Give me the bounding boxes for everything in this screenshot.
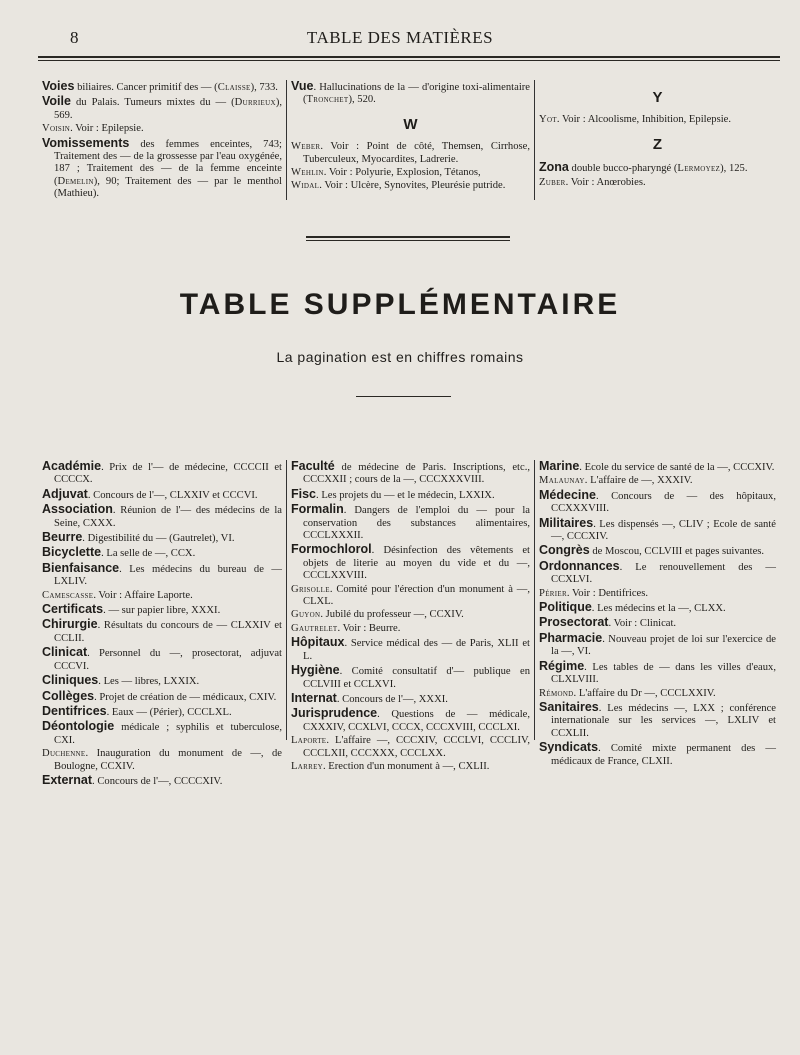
entry-keyword: Ordonnances — [539, 558, 620, 573]
entry-keyword: Formochlorol — [291, 542, 372, 557]
entry-text: de Moscou, CCLVIII et pages suivantes. — [589, 546, 765, 558]
index-entry — [539, 114, 776, 126]
index-entry — [539, 741, 776, 768]
entry-text: . Jubilé du professeur —, CCXIV. — [320, 609, 464, 621]
index-entry — [291, 180, 530, 192]
entry-text: . Comité pour l'érection d'un monument à —, CLXL. — [303, 583, 530, 608]
entry-text: . Voir : Beurre. — [337, 622, 401, 634]
index-entry — [291, 707, 530, 734]
index-entry — [42, 720, 282, 747]
entry-name: Malaunay — [539, 475, 585, 487]
index-entry — [42, 590, 282, 602]
entry-name: Wehlin — [291, 167, 324, 179]
index-entry — [291, 503, 530, 542]
entry-text: . Désinfection des vêtements et objets de literie au moyen du vide et du —, CCCLXXVIII. — [303, 545, 530, 582]
entry-text: . Prix de l'— de médecine, CCCCII et CCCCX. — [54, 462, 282, 486]
index-entry — [291, 488, 530, 502]
index-entry — [291, 609, 530, 621]
entry-keyword: Jurisprudence — [291, 706, 378, 721]
index-entry — [539, 616, 776, 630]
entry-text: . Personnel du —, prosectorat, adjuvat CCCVI. — [54, 648, 282, 672]
entry-text: biliaires. Cancer primitif des — ( — [77, 82, 218, 93]
entry-text: . Concours de l'—, CCCCXIV. — [92, 775, 223, 787]
entry-name: Laporte — [291, 735, 327, 747]
entry-name: Weber — [291, 141, 321, 153]
letter-heading: Z — [652, 135, 663, 153]
supplement-title: TABLE SUPPLÉMENTAIRE — [179, 288, 621, 321]
entry-text: . Eaux — (Périer), CCCLXL. — [106, 706, 232, 718]
top-column-2 — [286, 80, 534, 200]
entry-tail: ), 90; Traitement des — par le menthol (Mathieu). — [54, 175, 282, 200]
entry-tail: ), 125. — [720, 163, 748, 175]
entry-keyword: Vue — [291, 79, 314, 93]
index-entry — [291, 623, 530, 635]
entry-text: . L'affaire du Dr —, CCCLXXIV. — [573, 687, 716, 699]
entry-keyword: Militaires — [539, 515, 594, 530]
index-entry — [42, 137, 282, 201]
supplement-column-1 — [38, 459, 286, 787]
entry-keyword: Médecine — [539, 487, 596, 502]
entry-keyword: Hôpitaux — [291, 635, 345, 650]
entry-text: . Hallucinations de la — d'origine toxi-alimentaire ( — [303, 82, 530, 106]
entry-tail: . Voir : Alcoolisme, Inhibition, Epilepsie. — [556, 114, 731, 126]
entry-tail: . Voir : Polyurie, Explosion, Tétanos, — [323, 167, 481, 179]
entry-keyword: Clinicat — [42, 645, 88, 660]
index-entry — [539, 588, 776, 600]
letter-heading: W — [403, 115, 418, 133]
entry-keyword: Régime — [539, 658, 585, 673]
entry-author: Tronchet — [306, 94, 349, 106]
entry-text: . Nouveau projet de loi sur l'exercice de la —, VI. — [551, 633, 776, 658]
entry-keyword: Fisc — [291, 486, 317, 501]
index-entry — [539, 701, 776, 740]
entry-keyword: Vomissements — [42, 135, 130, 150]
entry-keyword: Académie — [42, 459, 102, 473]
entry-keyword: Collèges — [42, 688, 95, 703]
index-entry — [291, 692, 530, 706]
index-entry — [42, 674, 282, 688]
index-entry — [42, 603, 282, 617]
entry-keyword: Syndicats — [539, 740, 599, 755]
entry-keyword: Internat — [291, 690, 337, 705]
entry-name: Larrey — [291, 760, 323, 772]
entry-text: . Erection d'un monument à —, CXLII. — [323, 760, 490, 772]
supplement-column-2 — [286, 459, 534, 772]
entry-keyword: Bicyclette — [42, 545, 102, 560]
entry-name: Périer — [539, 587, 567, 599]
index-entry — [42, 690, 282, 704]
entry-name: Duchenne — [42, 748, 86, 760]
entry-text: . Les tables de — dans les villes d'eaux, CLXLVIII. — [551, 661, 776, 686]
entry-keyword: Cliniques — [42, 673, 99, 688]
section-divider-thin — [306, 240, 510, 241]
index-entry — [42, 488, 282, 502]
entry-keyword: Sanitaires — [539, 699, 599, 714]
entry-text: . Voir : Dentifrices. — [566, 587, 649, 599]
index-entry — [539, 517, 776, 544]
entry-tail: . Voir : Ulcère, Synovites, Pleurésie putride. — [319, 180, 506, 192]
entry-name: Rémond — [539, 687, 574, 699]
index-entry — [539, 460, 776, 474]
entry-keyword: Externat — [42, 772, 93, 787]
index-entry — [42, 748, 282, 773]
index-entry — [539, 544, 776, 558]
index-entry — [291, 584, 530, 609]
entry-keyword: Prosectorat — [539, 615, 609, 630]
entry-keyword: Chirurgie — [42, 617, 98, 632]
entry-keyword: Voile — [42, 94, 71, 109]
index-entry — [291, 761, 530, 773]
index-entry — [291, 735, 530, 760]
entry-text: . Concours de l'—, CLXXIV et CCCVI. — [87, 489, 258, 501]
entry-text: . Concours de — des hôpitaux, CCXXXVIII. — [551, 490, 776, 515]
index-entry — [291, 664, 530, 691]
entry-text: . Réunion de l'— des médecins de la Seine, CXXX. — [54, 505, 282, 529]
index-entry — [42, 705, 282, 719]
entry-text: . Comité mixte permanent des — médicaux de France, CLXII. — [551, 743, 776, 767]
entry-text: . Les dispensés —, CLIV ; Ecole de santé —, CCCXIV. — [551, 518, 776, 543]
entry-keyword: Congrès — [539, 543, 590, 558]
index-entry — [42, 95, 282, 122]
entry-text: . L'affaire de —, XXXIV. — [584, 475, 693, 487]
entry-text: . Inauguration du monument de —, de Boulogne, CCXIV. — [54, 748, 282, 772]
index-entry — [42, 646, 282, 673]
entry-name: Yot — [539, 114, 557, 126]
index-entry — [291, 636, 530, 663]
index-entry — [539, 601, 776, 615]
subtitle-rule — [356, 396, 451, 397]
index-entry — [42, 460, 282, 487]
entry-keyword: Hygiène — [291, 663, 340, 678]
header-rule — [38, 56, 780, 58]
entry-keyword: Faculté — [291, 459, 335, 473]
entry-author: Durrieux — [234, 97, 276, 109]
entry-name: Gautrelet — [291, 622, 338, 634]
entry-tail: ), 520. — [348, 94, 376, 106]
entry-text: . Concours de l'—, XXXI. — [336, 693, 448, 705]
entry-text: . Les médecins du bureau de — LXLIV. — [54, 563, 282, 588]
index-entry — [539, 688, 776, 700]
entry-name: Camescasse — [42, 589, 94, 601]
entry-keyword: Beurre — [42, 530, 83, 545]
entry-tail: . Voir : Point de côté, Themsen, Cirrhose, Tuberculeux, Myocardites, Ladrerie. — [303, 141, 530, 165]
entry-text: . Questions de — médicale, CXXXIV, CCXLVI, CCCX, CCCXVIII, CCCLXI. — [303, 709, 530, 733]
entry-keyword: Certificats — [42, 602, 104, 617]
entry-keyword: Marine — [539, 459, 580, 473]
entry-keyword: Bienfaisance — [42, 560, 120, 575]
entry-name: Voisin — [42, 123, 71, 135]
index-entry — [42, 80, 282, 94]
entry-text: . Digestibilité du — (Gautrelet), VI. — [82, 533, 235, 545]
index-entry — [42, 503, 282, 530]
entry-text: des femmes enceintes, 743; Traitement des — de la grossesse par l'eau oxygénée, 187 ; Traitement des — de la femme enceinte ( — [54, 138, 282, 187]
entry-name: Zuber — [539, 176, 566, 188]
index-entry — [42, 546, 282, 560]
index-entry — [42, 562, 282, 589]
index-entry — [291, 460, 530, 487]
entry-keyword: Déontologie — [42, 719, 115, 734]
top-column-3 — [534, 80, 780, 200]
index-entry — [291, 141, 530, 166]
supplement-column-3 — [534, 459, 780, 767]
page-number: 8 — [70, 28, 79, 47]
top-index-columns — [38, 80, 780, 200]
supplement-index-columns — [38, 459, 780, 787]
entry-text: . Les médecins —, LXX ; conférence internationale sur les services —, LXLIV et CCXLII. — [551, 702, 776, 739]
entry-text: . Voir : Affaire Laporte. — [93, 589, 193, 601]
entry-keyword: Pharmacie — [539, 630, 603, 645]
entry-text: . Les médecins et la —, CLXX. — [591, 603, 726, 615]
entry-text: . Les projets du — et le médecin, LXXIX. — [316, 489, 495, 501]
entry-text: double bucco-pharyngé ( — [571, 163, 678, 175]
entry-name: Grisolle — [291, 583, 330, 595]
index-entry — [539, 660, 776, 687]
index-entry — [539, 560, 776, 587]
supplement-subtitle: La pagination est en chiffres romains — [276, 349, 524, 365]
entry-keyword: Adjuvat — [42, 486, 88, 501]
entry-author: Demelin — [57, 175, 94, 187]
entry-text: de médecine de Paris. Inscriptions, etc., CCCXXII ; cours de la —, CCCXXXVIII. — [303, 462, 530, 486]
entry-keyword: Zona — [539, 160, 569, 175]
page-header — [0, 28, 800, 58]
entry-tail: ), 733. — [250, 82, 278, 93]
header-rule-thin — [38, 60, 780, 61]
entry-name: Widal — [291, 180, 320, 192]
entry-text: . Résultats du concours de — CLXXIV et CCLII. — [54, 620, 282, 644]
index-entry — [539, 177, 776, 189]
index-entry — [539, 632, 776, 659]
index-entry — [539, 161, 776, 175]
entry-keyword: Association — [42, 502, 113, 517]
entry-text: . L'affaire —, CCCXIV, CCCLVI, CCCLIV, CCCLXII, CCCXXX, CCCLXX. — [303, 735, 530, 759]
entry-text: . — sur papier libre, XXXI. — [103, 605, 221, 617]
entry-text: . Les — libres, LXXIX. — [98, 676, 200, 688]
entry-text: . Projet de création de — médicaux, CXIV. — [94, 691, 277, 703]
entry-text: . Dangers de l'emploi du — pour la conservation des substances alimentaires, CCCLXXXII. — [303, 505, 530, 542]
section-divider — [306, 236, 510, 238]
index-entry — [539, 489, 776, 516]
index-entry — [291, 167, 530, 179]
index-entry — [539, 475, 776, 487]
entry-text: . La selle de —, CCX. — [101, 548, 196, 560]
entry-text: du Palais. Tumeurs mixtes du — ( — [75, 97, 235, 109]
entry-author: Lermoyez — [677, 163, 721, 175]
index-entry — [291, 80, 530, 107]
index-entry — [42, 531, 282, 545]
entry-author: Claisse — [217, 82, 251, 93]
entry-text: médicale ; syphilis et tuberculose, CXI. — [54, 722, 282, 746]
entry-text: . Comité consultatif d'— publique en CCLVIII et CCLXVI. — [303, 666, 530, 690]
index-entry — [42, 774, 282, 788]
entry-name: Guyon — [291, 609, 321, 621]
entry-tail: . Voir : Epilepsie. — [70, 123, 144, 135]
entry-text: . Ecole du service de santé de la —, CCCXIV. — [579, 462, 775, 473]
index-entry — [42, 618, 282, 645]
index-entry — [291, 543, 530, 582]
entry-keyword: Voies — [42, 79, 75, 93]
entry-tail: ), 569. — [54, 97, 282, 121]
index-entry — [42, 123, 282, 135]
letter-heading: Y — [652, 89, 663, 106]
entry-keyword: Dentifrices — [42, 703, 107, 718]
entry-keyword: Formalin — [291, 502, 344, 517]
entry-tail: . Voir : Anœrobies. — [565, 176, 646, 188]
running-title: TABLE DES MATIÈRES — [306, 28, 494, 47]
top-column-1 — [38, 80, 286, 200]
entry-text: . Voir : Clinicat. — [608, 618, 677, 630]
entry-text: . Le renouvellement des — CCXLVI. — [551, 561, 776, 586]
entry-keyword: Politique — [539, 600, 592, 615]
entry-text: . Service médical des — de Paris, XLII et L. — [303, 638, 530, 662]
